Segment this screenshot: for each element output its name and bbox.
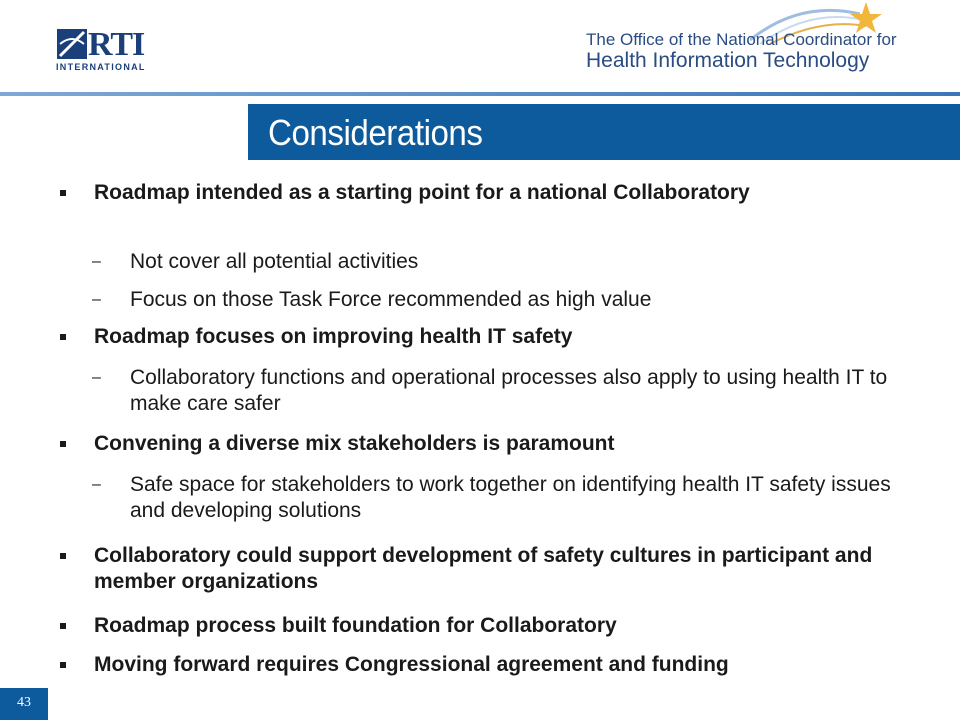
square-bullet-icon (60, 441, 66, 447)
sub-bullet-text: Collaboratory functions and operational processes also apply to using health IT to make care safer (130, 366, 888, 415)
bullet-text: Convening a diverse mix stakeholders is paramount (94, 432, 615, 455)
square-bullet-icon (60, 623, 66, 629)
slide-title: Considerations (268, 112, 483, 153)
bullet-item (94, 180, 924, 206)
square-bullet-icon (60, 334, 66, 340)
dash-bullet-icon: – (92, 476, 101, 493)
dash-bullet-icon: – (92, 253, 101, 270)
bullet-text: Collaboratory could support development of safety cultures in participant and member organizations (94, 544, 873, 593)
bullet-item (94, 431, 924, 457)
rti-logo-text: RTI (88, 26, 145, 63)
dash-bullet-icon: – (92, 369, 101, 386)
bullet-text: Roadmap focuses on improving health IT safety (94, 325, 573, 348)
sub-bullet-item (92, 472, 900, 524)
sub-bullet-item (92, 287, 900, 313)
bullet-text: Roadmap intended as a starting point for a national Collaboratory (94, 181, 750, 204)
header-divider (0, 92, 960, 96)
sub-bullet-item (92, 249, 900, 275)
bullet-item (94, 613, 924, 639)
rti-logo-subtext: INTERNATIONAL (56, 62, 146, 72)
sub-bullet-item (92, 365, 900, 417)
page-number: 43 (0, 688, 48, 720)
bullet-text: Roadmap process built foundation for Collaboratory (94, 614, 617, 637)
square-bullet-icon (60, 662, 66, 668)
sub-bullet-text: Focus on those Task Force recommended as high value (130, 288, 652, 311)
sub-bullet-text: Safe space for stakeholders to work together on identifying health IT safety issues and developing solutions (130, 473, 891, 522)
onc-title-line1: The Office of the National Coordinator for (586, 30, 897, 49)
rti-globe-icon (56, 26, 90, 60)
onc-title-line2: Health Information Technology (586, 49, 870, 72)
bullet-item (94, 652, 924, 678)
bullet-item (94, 324, 924, 350)
title-band (248, 104, 960, 160)
bullet-text: Moving forward requires Congressional agreement and funding (94, 653, 729, 676)
bullet-item (94, 543, 924, 595)
onc-logo (560, 0, 897, 80)
rti-logo (56, 26, 168, 74)
dash-bullet-icon: – (92, 291, 101, 308)
square-bullet-icon (60, 190, 66, 196)
square-bullet-icon (60, 553, 66, 559)
sub-bullet-text: Not cover all potential activities (130, 250, 419, 273)
